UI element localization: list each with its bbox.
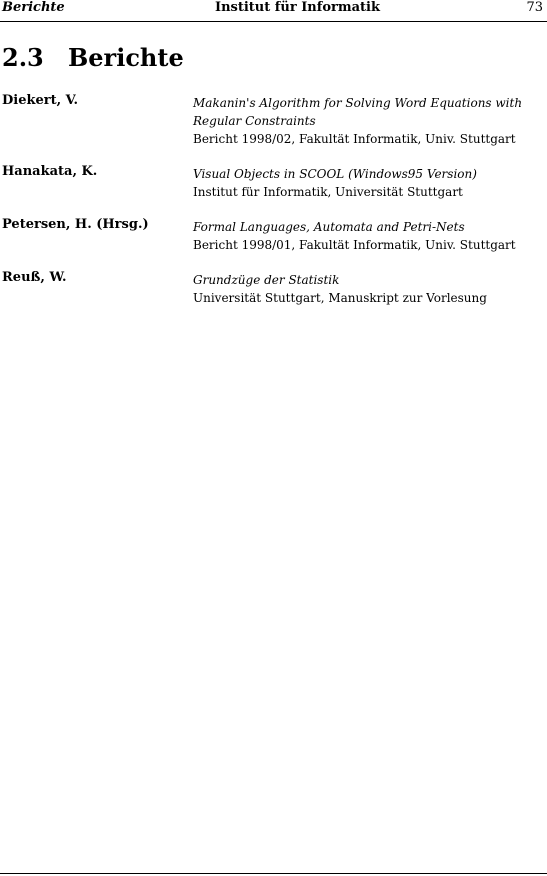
report-author: Petersen, H. (Hrsg.) bbox=[2, 217, 149, 232]
report-detail bbox=[193, 218, 545, 254]
report-info: Institut für Informatik, Universität Stuttgart bbox=[193, 185, 463, 199]
report-title-line: Visual Objects in SCOOL (Windows95 Version) bbox=[193, 167, 477, 181]
report-info: Universität Stuttgart, Manuskript zur Vorlesung bbox=[193, 291, 487, 305]
report-title-line: Makanin's Algorithm for Solving Word Equations with bbox=[193, 96, 523, 110]
running-head-section: Berichte bbox=[2, 0, 65, 15]
report-title-line: Formal Languages, Automata and Petri-Nets bbox=[193, 220, 465, 234]
report-detail bbox=[193, 271, 545, 307]
report-title-line: Regular Constraints bbox=[193, 114, 316, 128]
report-title-line: Grundzüge der Statistik bbox=[193, 273, 340, 287]
running-head-institute: Institut für Informatik bbox=[215, 0, 380, 15]
report-detail bbox=[193, 165, 545, 201]
section-heading bbox=[2, 43, 184, 72]
running-head bbox=[0, 0, 547, 22]
report-author: Hanakata, K. bbox=[2, 164, 98, 179]
report-info: Bericht 1998/01, Fakultät Informatik, Univ. Stuttgart bbox=[193, 238, 516, 252]
footer-rule bbox=[0, 873, 547, 874]
report-info: Bericht 1998/02, Fakultät Informatik, Univ. Stuttgart bbox=[193, 132, 516, 146]
report-author: Diekert, V. bbox=[2, 93, 79, 108]
section-title: Berichte bbox=[68, 43, 184, 72]
page-number: 73 bbox=[526, 0, 543, 15]
report-author: Reuß, W. bbox=[2, 270, 67, 285]
report-detail bbox=[193, 94, 545, 148]
section-number: 2.3 bbox=[2, 43, 44, 72]
